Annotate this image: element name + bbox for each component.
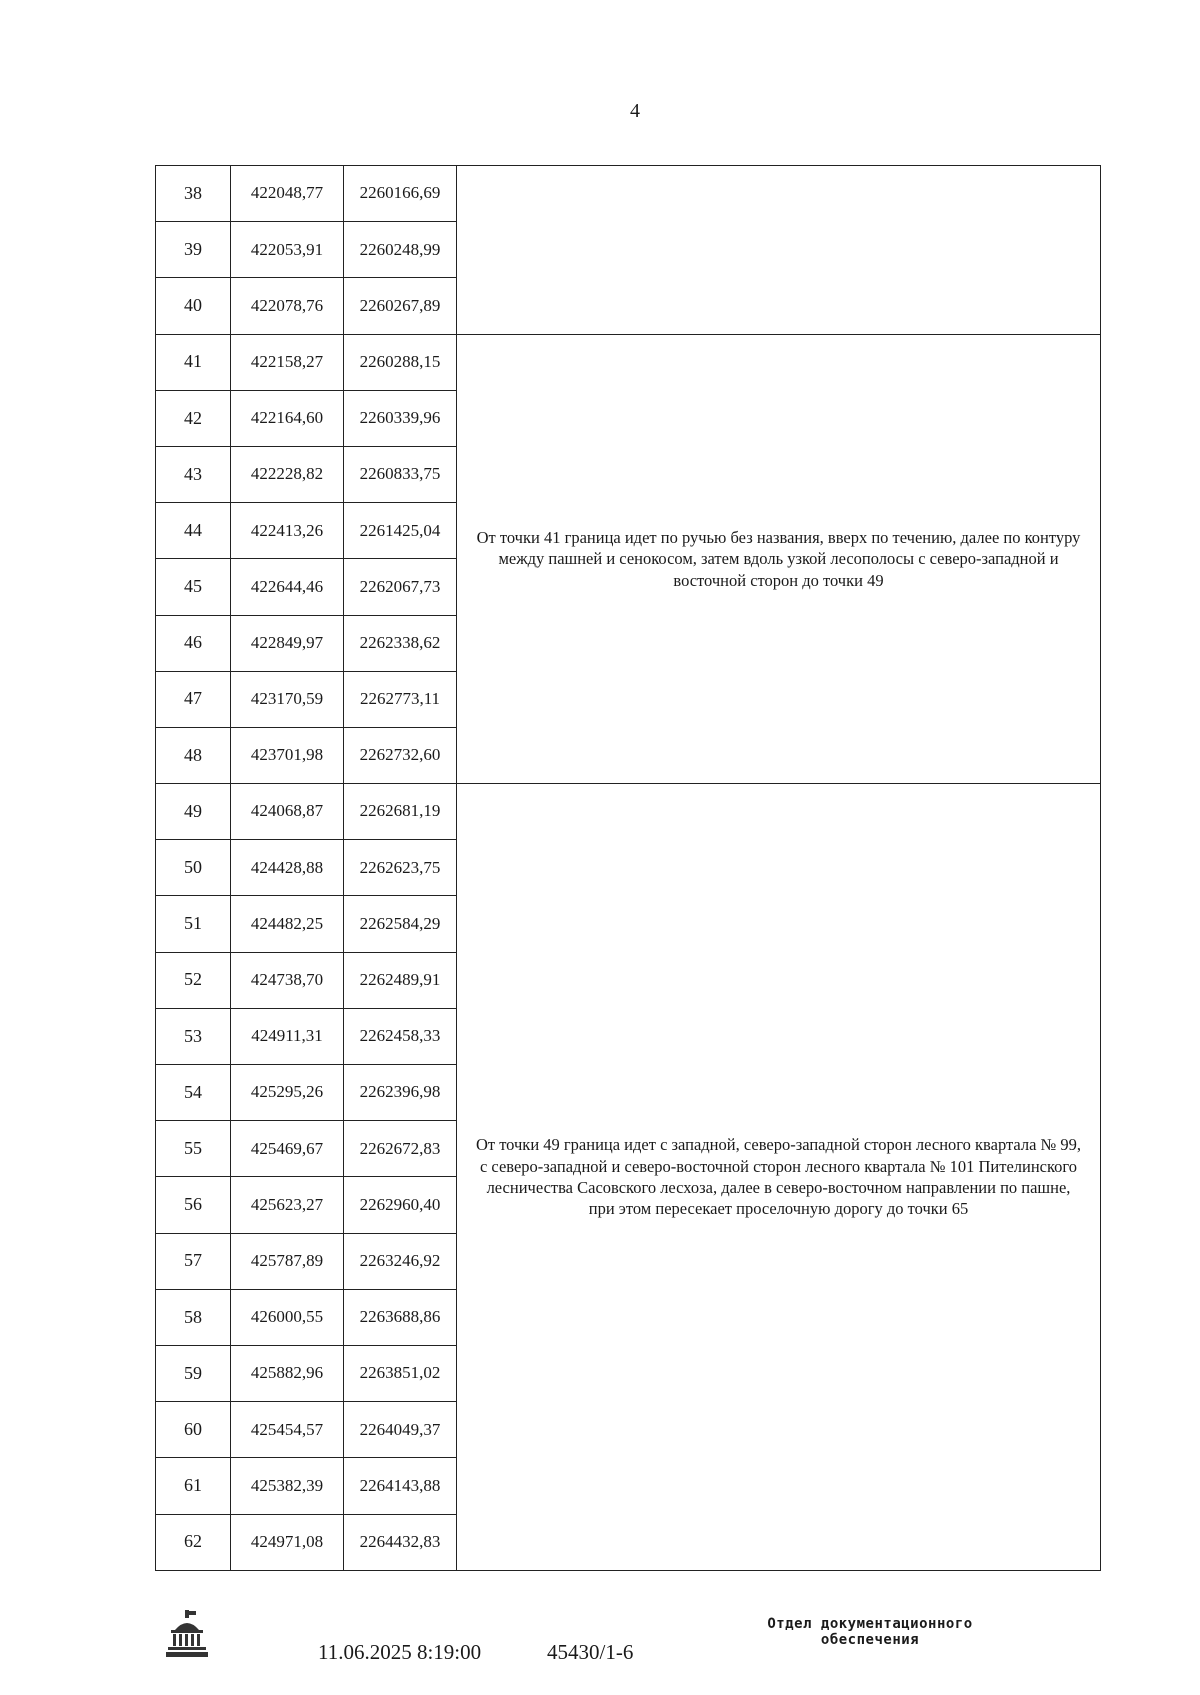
x-coordinate-cell: 426000,55 [231,1289,344,1345]
point-number-cell: 48 [156,727,231,783]
point-number-cell: 58 [156,1289,231,1345]
y-coordinate-cell: 2264432,83 [344,1514,457,1571]
x-coordinate-cell: 425882,96 [231,1345,344,1401]
x-coordinate-cell: 424482,25 [231,896,344,952]
point-number-cell: 39 [156,222,231,278]
y-coordinate-cell: 2261425,04 [344,503,457,559]
point-number-cell: 52 [156,952,231,1008]
x-coordinate-cell: 424428,88 [231,840,344,896]
y-coordinate-cell: 2263688,86 [344,1289,457,1345]
point-number-cell: 55 [156,1121,231,1177]
x-coordinate-cell: 423170,59 [231,671,344,727]
y-coordinate-cell: 2262489,91 [344,952,457,1008]
y-coordinate-cell: 2260339,96 [344,390,457,446]
point-number-cell: 41 [156,334,231,390]
y-coordinate-cell: 2263246,92 [344,1233,457,1289]
x-coordinate-cell: 425295,26 [231,1065,344,1121]
y-coordinate-cell: 2262067,73 [344,559,457,615]
x-coordinate-cell: 424971,08 [231,1514,344,1571]
y-coordinate-cell: 2260288,15 [344,334,457,390]
boundary-description-cell [457,166,1101,335]
point-number-cell: 53 [156,1008,231,1064]
point-number-cell: 56 [156,1177,231,1233]
department-stamp [720,1616,1020,1648]
stamp-date-time: 11.06.2025 8:19:00 [318,1640,482,1664]
x-coordinate-cell: 425787,89 [231,1233,344,1289]
point-number-cell: 51 [156,896,231,952]
x-coordinate-cell: 423701,98 [231,727,344,783]
x-coordinate-cell: 425469,67 [231,1121,344,1177]
point-number-cell: 45 [156,559,231,615]
y-coordinate-cell: 2262672,83 [344,1121,457,1177]
y-coordinate-cell: 2262960,40 [344,1177,457,1233]
x-coordinate-cell: 422164,60 [231,390,344,446]
point-number-cell: 46 [156,615,231,671]
boundary-description-cell: От точки 49 граница идет с западной, северо-западной сторон лесного квартала № 99, с северо-западной и северо-восточной сторон лесного квартала № 101 Пителинского лесничества Сасовского лесхоза, далее в северо-восточном направлении по пашне, при этом пересекает проселочную дорогу до точки 65 [457,784,1101,1571]
x-coordinate-cell: 422053,91 [231,222,344,278]
y-coordinate-cell: 2263851,02 [344,1345,457,1401]
point-number-cell: 59 [156,1345,231,1401]
y-coordinate-cell: 2262681,19 [344,784,457,840]
x-coordinate-cell: 422228,82 [231,446,344,502]
y-coordinate-cell: 2262584,29 [344,896,457,952]
x-coordinate-cell: 422078,76 [231,278,344,334]
x-coordinate-cell: 424738,70 [231,952,344,1008]
table-row [156,166,1101,222]
point-number-cell: 38 [156,166,231,222]
y-coordinate-cell: 2260267,89 [344,278,457,334]
page-number: 4 [630,100,640,122]
x-coordinate-cell: 425382,39 [231,1458,344,1514]
point-number-cell: 44 [156,503,231,559]
point-number-cell: 43 [156,446,231,502]
y-coordinate-cell: 2262773,11 [344,671,457,727]
x-coordinate-cell: 425623,27 [231,1177,344,1233]
y-coordinate-cell: 2260166,69 [344,166,457,222]
point-number-cell: 49 [156,784,231,840]
y-coordinate-cell: 2262338,62 [344,615,457,671]
y-coordinate-cell: 2262623,75 [344,840,457,896]
x-coordinate-cell: 422413,26 [231,503,344,559]
coordinates-table-container [155,165,1101,1571]
boundary-coordinates-table [155,165,1101,1571]
x-coordinate-cell: 424068,87 [231,784,344,840]
point-number-cell: 61 [156,1458,231,1514]
point-number-cell: 57 [156,1233,231,1289]
boundary-description-cell: От точки 41 граница идет по ручью без названия, вверх по течению, далее по контуру между пашней и сенокосом, затем вдоль узкой лесополосы с северо-западной и восточной сторон до точки 49 [457,334,1101,784]
point-number-cell: 54 [156,1065,231,1121]
point-number-cell: 62 [156,1514,231,1571]
stamp-document-number: 45430/1-6 [547,1640,634,1664]
duma-building-logo-icon [165,1610,209,1658]
x-coordinate-cell: 425454,57 [231,1402,344,1458]
table-body [156,166,1101,1571]
point-number-cell: 40 [156,278,231,334]
x-coordinate-cell: 422048,77 [231,166,344,222]
y-coordinate-cell: 2262732,60 [344,727,457,783]
x-coordinate-cell: 422644,46 [231,559,344,615]
point-number-cell: 42 [156,390,231,446]
x-coordinate-cell: 424911,31 [231,1008,344,1064]
x-coordinate-cell: 422158,27 [231,334,344,390]
point-number-cell: 50 [156,840,231,896]
table-row [156,334,1101,390]
table-row [156,784,1101,840]
y-coordinate-cell: 2260248,99 [344,222,457,278]
y-coordinate-cell: 2264143,88 [344,1458,457,1514]
point-number-cell: 47 [156,671,231,727]
y-coordinate-cell: 2262458,33 [344,1008,457,1064]
x-coordinate-cell: 422849,97 [231,615,344,671]
department-line-1: Отдел документационного [767,1616,973,1632]
department-line-2: обеспечения [820,1632,920,1649]
y-coordinate-cell: 2262396,98 [344,1065,457,1121]
y-coordinate-cell: 2264049,37 [344,1402,457,1458]
point-number-cell: 60 [156,1402,231,1458]
y-coordinate-cell: 2260833,75 [344,446,457,502]
footer [0,1610,1200,1680]
